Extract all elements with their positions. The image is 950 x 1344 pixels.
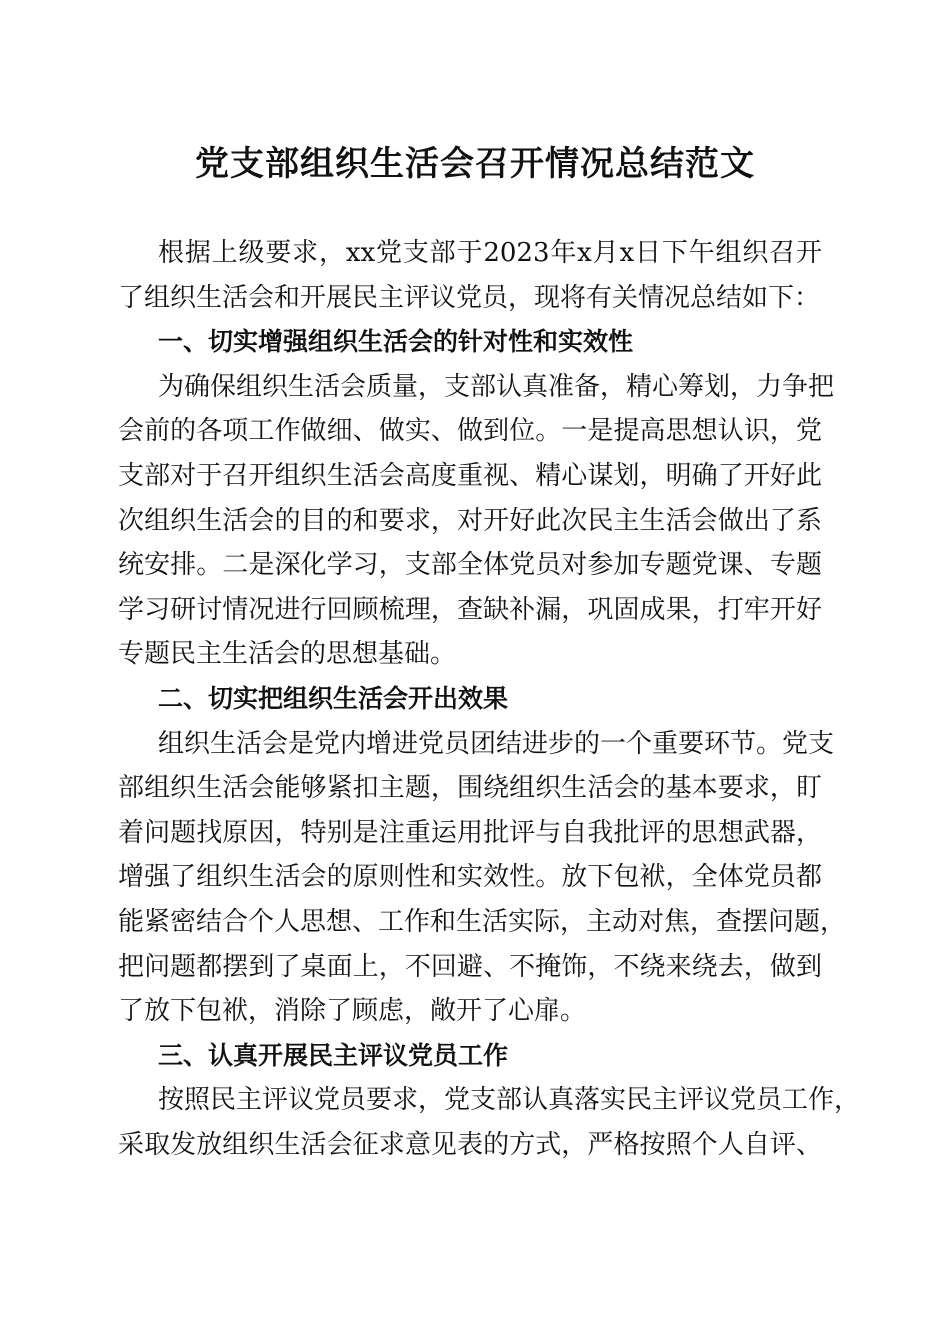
paragraph-line: 采取发放组织生活会征求意见表的方式，严格按照个人自评、 [118,1129,822,1160]
document-title: 党支部组织生活会召开情况总结范文 [195,144,755,184]
paragraph-line: 部组织生活会能够紧扣主题，围绕组织生活会的基本要求，盯 [118,773,822,804]
paragraph-line: 着问题找原因，特别是注重运用批评与自我批评的思想武器， [118,817,822,848]
paragraph-line: 次组织生活会的目的和要求，对开好此次民主生活会做出了系 [118,505,822,536]
document-body [118,231,861,1167]
paragraph-line: 增强了组织生活会的原则性和实效性。放下包袱，全体党员都 [118,862,822,893]
paragraph-line: 学习研讨情况进行回顾梳理，查缺补漏，巩固成果，打牢开好 [118,594,822,625]
section-heading [118,320,822,365]
paragraph [118,722,847,1034]
paragraph [118,231,822,320]
paragraph-line: 支部对于召开组织生活会高度重视、精心谋划，明确了开好此 [118,460,822,491]
paragraph-line: 会前的各项工作做细、做实、做到位。一是提高思想认识，党 [118,416,822,447]
paragraph-line: 了放下包袱，消除了顾虑，敞开了心扉。 [118,996,587,1027]
heading-text: 一、切实增强组织生活会的针对性和实效性 [158,327,634,357]
paragraph-line: 把问题都摆到了桌面上，不回避、不掩饰，不绕来绕去，做到 [118,951,822,982]
paragraph-line: 根据上级要求，xx党支部于2023年x月x日下午组织召开 [158,238,822,268]
section-heading [118,677,822,722]
paragraph-line: 按照民主评议党员要求，党支部认真落实民主评议党员工作， [158,1085,861,1116]
paragraph-line: 统安排。二是深化学习，支部全体党员对参加专题党课、专题 [118,550,822,581]
paragraph-line: 为确保组织生活会质量，支部认真准备，精心筹划，力争把 [158,371,835,402]
paragraph-line: 能紧密结合个人思想、工作和生活实际，主动对焦，查摆问题， [118,906,847,937]
paragraph [118,365,835,677]
paragraph-line: 组织生活会是党内增进党员团结进步的一个重要环节。党支 [158,728,835,759]
heading-text: 二、切实把组织生活会开出效果 [158,683,509,713]
heading-text: 三、认真开展民主评议党员工作 [158,1040,509,1070]
paragraph-line: 专题民主生活会的思想基础。 [118,639,457,670]
section-heading [118,1034,822,1079]
paragraph [118,1078,861,1167]
paragraph-line: 了组织生活会和开展民主评议党员，现将有关情况总结如下： [118,282,821,313]
